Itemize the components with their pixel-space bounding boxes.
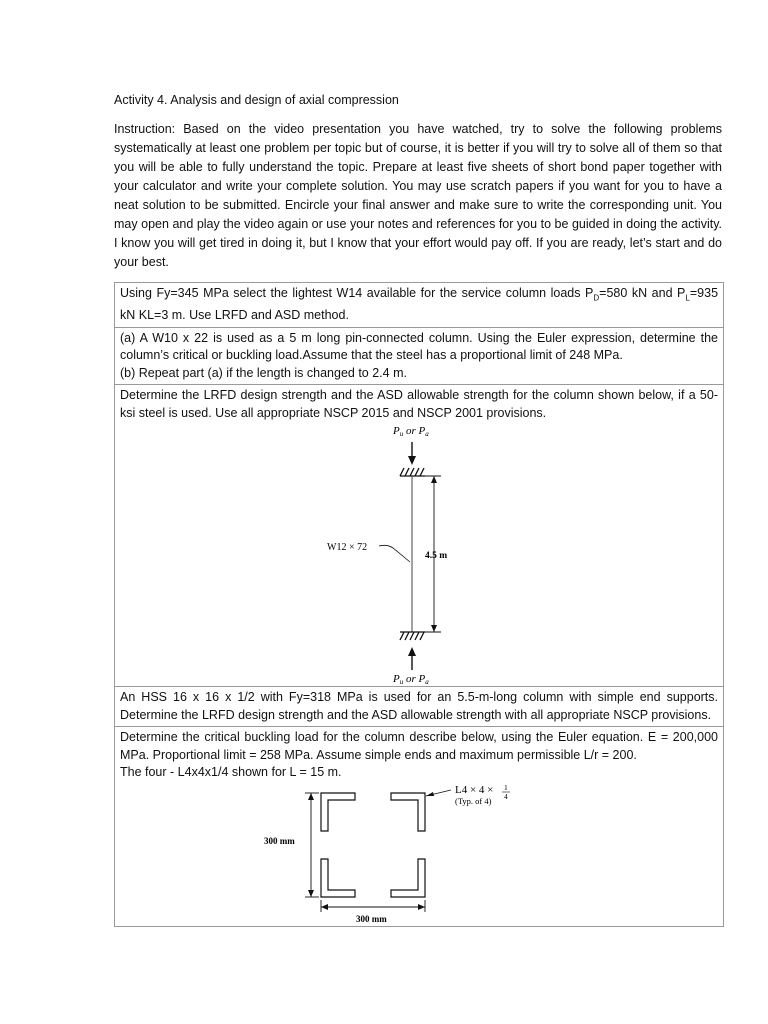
typical-note: (Typ. of 4) [455,795,492,806]
problem-2-part-b: (b) Repeat part (a) if the length is changed to 2.4 m. [120,365,407,380]
problem-2-cell [115,327,724,385]
problem-table [114,282,724,927]
angle-section-figure [264,782,569,924]
fraction-numerator: 1 [504,782,508,792]
subscript-d: D [593,293,600,303]
problem-row-3 [115,385,724,687]
problem-row-2 [115,327,724,385]
problem-1-cell [115,283,724,328]
angle-leader-line [426,790,451,796]
problem-row-1 [115,283,724,328]
problem-1-text-b: =580 kN and P [599,286,686,300]
load-arrow-top [408,442,416,465]
problem-row-5 [115,727,724,927]
problem-5-given: The four - L4x4x1/4 shown for L = 15 m. [120,765,342,779]
angle-bottom-left [321,859,355,897]
section-leader-line [379,545,410,562]
problem-2-part-a: (a) A W10 x 22 is used as a 5 m long pin-connected column. Using the Euler expression, determine the column’s critical or buckling load.Assume that the steel has a proportional limit of 248 MPa. [120,330,718,362]
angle-top-left [321,793,355,831]
problem-3-text: Determine the LRFD design strength and the ASD allowable strength for the column shown below, if a 50-ksi steel is used. Use all appropriate NSCP 2015 and NSCP 2001 provisions. [120,388,718,420]
activity-heading: Activity 4. Analysis and design of axial compression [114,93,399,107]
angle-size-label: L4 × 4 × [455,783,494,796]
vertical-dimension [305,793,319,897]
length-label: 4.5 m [425,551,448,561]
angle-top-right [391,793,425,831]
section-label: W12 × 72 [327,542,368,553]
subscript-l: L [685,293,690,303]
load-label-bottom: Pu or Pa [393,673,429,686]
vertical-dimension-label: 300 mm [264,835,295,846]
problem-5-text: Determine the critical buckling load for the column describe below, using the Euler equation. E = 200,000 MPa. Proportional limit = 258 MPa. Assume simple ends and maximum permissible L/r = 200. [120,730,718,762]
load-label-top: Pu or Pa [393,425,429,438]
problem-5-cell [115,727,724,927]
problem-row-4 [115,687,724,727]
horizontal-dimension [321,900,425,912]
problem-1-text-a: Using Fy=345 MPa select the lightest W14 available for the service column loads P [120,286,594,300]
horizontal-dimension-label: 300 mm [356,913,387,924]
problem-4-cell [115,687,724,727]
load-arrow-bottom [408,647,416,670]
angle-bottom-right [391,859,425,897]
problem-4-text: An HSS 16 x 16 x 1/2 with Fy=318 MPa is used for an 5.5-m-long column with simple end supports. Determine the LRFD design strength and the ASD allowable strength with all appropriate NSCP provisions. [120,690,718,722]
problem-1-text-c: =935 kN KL=3 m. Use LRFD and ASD method. [120,286,719,322]
instruction-paragraph: Instruction: Based on the video presentation you have watched, try to solve the following problems systematically at least one problem per topic but of course, it is better if you will try to solve all of them so that you will be able to fully understand the topic. Prepare at least five sheets of short bond paper together with your calculator and write your complete solution. You may use scratch papers if you want for you to have a neat solution to be submitted. Encircle your final answer and make sure to write the corresponding unit. You may open and play the video again or use your notes and references for you to be guided in doing the activity. I know you will get tired in doing it, but I know that your effort would pay off. If you are ready, let’s start and do your best. [114,122,722,269]
fraction-denominator: 4 [504,791,508,801]
top-support-hatch [400,468,425,476]
column-figure [269,422,569,684]
bottom-support-hatch [400,632,425,640]
problem-3-cell [115,385,724,687]
